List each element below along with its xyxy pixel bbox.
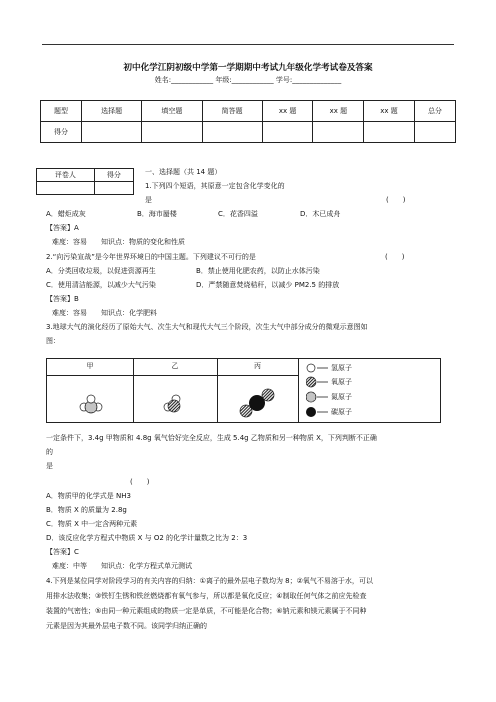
q2-answer: 【答案】B [46, 295, 79, 303]
molecule-column-yi [133, 359, 218, 422]
q2-meta: 难度：容易 知识点：化学肥料 [52, 309, 157, 317]
molecule-label-jia: 甲 [86, 362, 94, 370]
q3-option-b: B．物质 X 的质量为 2.8g [46, 506, 127, 514]
atom-legend [298, 359, 440, 422]
student-info-line: 姓名:____________ 年级:____________ 学号:______________ [154, 76, 342, 84]
legend-oxygen [306, 376, 352, 388]
score-cell [262, 122, 313, 143]
section-heading: 一、选择题（共 14 题） [145, 168, 222, 176]
q1-stem: 1.下列四个短语，其原意一定包含化学变化的 [145, 182, 285, 190]
legend-hydrogen [306, 362, 352, 374]
q1-option-d: D．木已成舟 [300, 210, 341, 218]
q1-answer: 【答案】A [46, 224, 79, 232]
q1-stem-cont: 是 [145, 196, 152, 204]
score-header-cell: 总分 [414, 101, 455, 122]
hydrogen-atom-icon [306, 362, 328, 374]
score-table-header-row [41, 101, 456, 122]
q3-option-c: C．物质 X 中一定含两种元素 [46, 520, 138, 528]
q1-meta: 难度：容易 知识点：物质的变化和性质 [52, 238, 185, 246]
q3-condition-cont: 的 [46, 448, 53, 456]
q3-answer-bracket: ( ) [130, 478, 150, 486]
score-header-cell: 简答题 [202, 101, 262, 122]
q3-option-a: A．物质甲的化学式是 NH3 [46, 492, 131, 500]
q2-option-c: C．使用清洁能源，以减少大气污染 [46, 281, 156, 289]
score-header-cell: 填空题 [142, 101, 202, 122]
q2-answer-bracket: ( ) [385, 253, 405, 261]
page-title: 初中化学江阴初级中学第一学期期中考试九年级化学考试卷及答案 [123, 63, 373, 73]
score-cell [142, 122, 202, 143]
score-header-cell: xx 题 [313, 101, 364, 122]
q4-line: 用排水法收集；③铁钉生锈和铁丝燃烧都有氧气参与，所以都是氧化反应；④制取任何气体之前应先检查 [46, 592, 367, 600]
q3-option-d: D．该反应化学方程式中物质 X 与 O2 的化学计量数之比为 2：3 [46, 534, 248, 542]
q3-condition-cont2: 是 [46, 462, 53, 470]
score-cell [313, 122, 364, 143]
header-rule [42, 44, 454, 45]
molecule-column-bing [217, 359, 299, 422]
oxygen-atom-icon [306, 376, 328, 388]
molecule-diagram [46, 358, 441, 423]
q3-stem-cont: 图： [46, 337, 60, 345]
molecule-label-yi: 乙 [171, 362, 179, 370]
nitrogen-atom-icon [306, 391, 328, 403]
molecule-label-bing: 丙 [254, 362, 261, 370]
score-header-cell: 题型 [41, 101, 82, 122]
score-cell [414, 122, 455, 143]
q4-line: 装置的气密性；⑤由同一种元素组成的物质一定是单质，不可能是化合物；⑥钠元素和镁元素属于不同种 [46, 607, 367, 615]
score-table [40, 100, 456, 143]
score-header-cell: 选择题 [82, 101, 142, 122]
legend-oxygen-label: 氧原子 [331, 378, 352, 386]
q1-answer-bracket: ( ) [386, 196, 406, 204]
q3-answer: 【答案】C [46, 548, 79, 556]
q1-option-c: C．花香四溢 [218, 210, 258, 218]
q1-option-a: A．蜡炬成灰 [46, 210, 86, 218]
rater-cell [94, 182, 133, 195]
q2-option-b: B．禁止使用化肥农药，以防止水体污染 [196, 267, 320, 275]
nh3-molecule-icon [47, 359, 133, 422]
h2o-molecule-icon [133, 359, 217, 422]
rater-label: 评卷人 [37, 169, 95, 182]
score-cell [82, 122, 142, 143]
score-table-score-row [41, 122, 456, 143]
legend-carbon [306, 406, 352, 418]
q2-stem: 2.“向污染宣战”是今年世界环境日的中国主题。下列建议不可行的是 [46, 253, 256, 261]
q4-line: 元素是因为其最外层电子数不同。该同学归纳正确的 [46, 622, 207, 630]
q3-stem: 3.地球大气的演化经历了原始大气、次生大气和现代大气三个阶段，次生大气中部分成分的微观示意图如 [46, 323, 368, 331]
q2-option-a: A．分类回收垃圾，以促进资源再生 [46, 267, 156, 275]
q4-line: 4.下列是某位同学对阶段学习的有关内容的归纳：①离子的最外层电子数均为 8；②氧气不易溶于水，可以 [46, 577, 373, 585]
q2-option-d: D．严禁随意焚烧秸秆，以减少 PM2.5 的排放 [196, 281, 340, 289]
rater-score-label: 得分 [94, 169, 133, 182]
legend-carbon-label: 碳原子 [331, 408, 352, 416]
legend-nitrogen [306, 391, 352, 403]
score-header-cell: xx 题 [364, 101, 415, 122]
score-header-cell: xx 题 [262, 101, 313, 122]
q3-condition: 一定条件下，3.4g 甲物质和 4.8g 氧气恰好完全反应，生成 5.4g 乙物质和另一种物质 X，下列判断不正确 [46, 434, 377, 442]
legend-nitrogen-label: 氮原子 [331, 393, 352, 401]
rater-cell [37, 182, 95, 195]
q3-meta: 难度：中等 知识点：化学方程式单元测试 [52, 562, 192, 570]
score-row-label: 得分 [41, 122, 82, 143]
score-cell [364, 122, 415, 143]
rater-table [36, 168, 134, 195]
molecule-column-jia [47, 359, 134, 422]
carbon-atom-icon [306, 406, 328, 418]
score-cell [202, 122, 262, 143]
co2-molecule-icon [217, 359, 298, 422]
legend-hydrogen-label: 氢原子 [331, 364, 352, 372]
q1-option-b: B．海市蜃楼 [137, 210, 177, 218]
